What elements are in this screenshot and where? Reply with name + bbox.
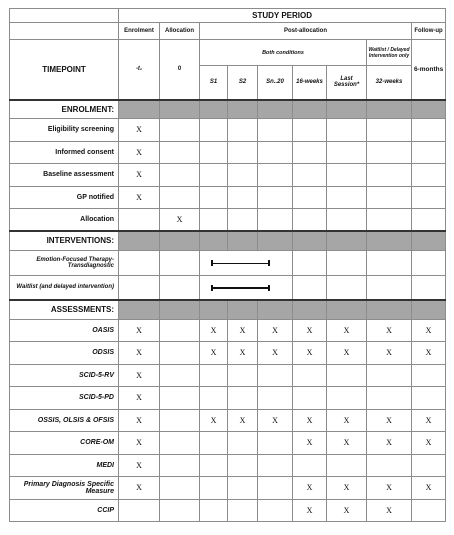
row-label-baseline-assessment: Baseline assessment [10, 164, 119, 187]
section-shade-cell [160, 100, 200, 119]
x-mark: X [119, 477, 160, 500]
table-row [10, 409, 446, 432]
table-row [10, 364, 446, 387]
enrolment-header: Enrolment [119, 23, 160, 40]
empty-cell [119, 499, 160, 522]
empty-cell [412, 364, 446, 387]
study-period-header: STUDY PERIOD [119, 9, 446, 23]
intervention-duration-bar [211, 263, 270, 265]
empty-cell [293, 119, 327, 142]
x-mark: X [228, 409, 258, 432]
table-row [10, 477, 446, 500]
x-mark: X [258, 319, 293, 342]
row-label-core-om: CORE-OM [10, 432, 119, 455]
empty-cell [160, 186, 200, 209]
section-shade-cell [367, 100, 412, 119]
section-shade-cell [228, 100, 258, 119]
section-shade-cell [258, 231, 293, 250]
empty-cell [293, 164, 327, 187]
weeks-32-header: 32-weeks [367, 66, 412, 100]
empty-cell [258, 387, 293, 410]
row-label-ossis-olsis-ofsis: OSSIS, OLSIS & OFSIS [10, 409, 119, 432]
session-s2: S2 [228, 66, 258, 100]
empty-cell [228, 364, 258, 387]
x-mark: X [293, 499, 327, 522]
row-label-scid-5-rv: SCID-5-RV [10, 364, 119, 387]
empty-cell [160, 454, 200, 477]
x-mark: X [367, 432, 412, 455]
empty-cell [228, 186, 258, 209]
x-mark: X [119, 454, 160, 477]
section-shade-cell [327, 100, 367, 119]
empty-cell [119, 209, 160, 232]
empty-cell [160, 275, 200, 300]
x-mark: X [367, 342, 412, 365]
empty-cell [293, 364, 327, 387]
table-row [10, 164, 446, 187]
empty-cell [160, 342, 200, 365]
empty-cell [258, 141, 293, 164]
section-shade-cell [228, 300, 258, 319]
empty-cell [160, 119, 200, 142]
empty-cell [327, 119, 367, 142]
x-mark: X [367, 499, 412, 522]
session-s1: S1 [200, 66, 228, 100]
x-mark: X [327, 342, 367, 365]
intervention-duration-cell [200, 250, 293, 275]
empty-cell [293, 209, 327, 232]
section-shade-cell [367, 300, 412, 319]
empty-cell [327, 141, 367, 164]
empty-cell [228, 477, 258, 500]
empty-cell [412, 186, 446, 209]
session-16-weeks: 16-weeks [293, 66, 327, 100]
row-label-waitlist-and-delayed-intervention: Waitlist (and delayed intervention) [10, 275, 119, 300]
x-mark: X [327, 432, 367, 455]
section-shade-cell [327, 300, 367, 319]
empty-cell [160, 432, 200, 455]
empty-cell [327, 164, 367, 187]
section-shade-cell [160, 231, 200, 250]
t-allocation: 0 [160, 40, 200, 100]
empty-cell [200, 432, 228, 455]
section-shade-cell [293, 300, 327, 319]
empty-cell [327, 209, 367, 232]
x-mark: X [258, 342, 293, 365]
x-mark: X [412, 342, 446, 365]
both-conditions-header: Both conditions [200, 40, 367, 66]
empty-cell [327, 250, 367, 275]
empty-cell [258, 477, 293, 500]
row-label-oasis: OASIS [10, 319, 119, 342]
waitlist-only-header: Waitlist / Delayed Intervention only [367, 40, 412, 66]
section-shade-cell [119, 100, 160, 119]
table-row [10, 250, 446, 275]
empty-cell [228, 119, 258, 142]
empty-cell [160, 409, 200, 432]
x-mark: X [367, 409, 412, 432]
empty-cell [412, 141, 446, 164]
spirit-schedule-table [9, 8, 446, 522]
table-row [10, 275, 446, 300]
t-enrolment: -t₁ [119, 40, 160, 100]
empty-cell [160, 477, 200, 500]
empty-cell [200, 454, 228, 477]
empty-cell [228, 432, 258, 455]
intervention-duration-cell [200, 275, 293, 300]
follow-up-header: Follow-up [412, 23, 446, 40]
section-shade-cell [119, 300, 160, 319]
empty-cell [258, 164, 293, 187]
row-label-allocation: Allocation [10, 209, 119, 232]
empty-cell [228, 499, 258, 522]
empty-cell [200, 477, 228, 500]
x-mark: X [258, 409, 293, 432]
x-mark: X [327, 409, 367, 432]
empty-cell [160, 141, 200, 164]
table-row [10, 119, 446, 142]
empty-cell [293, 387, 327, 410]
x-mark: X [293, 342, 327, 365]
empty-cell [412, 454, 446, 477]
section-enrolment: ENROLMENT: [10, 100, 119, 119]
empty-cell [412, 209, 446, 232]
empty-cell [412, 250, 446, 275]
timepoint-spacer [10, 23, 119, 40]
empty-cell [258, 454, 293, 477]
empty-cell [200, 119, 228, 142]
empty-cell [160, 387, 200, 410]
x-mark: X [412, 477, 446, 500]
section-assessments: ASSESSMENTS: [10, 300, 119, 319]
empty-cell [228, 209, 258, 232]
empty-cell [160, 319, 200, 342]
empty-cell [119, 275, 160, 300]
x-mark: X [119, 186, 160, 209]
empty-cell [200, 164, 228, 187]
empty-cell [160, 364, 200, 387]
empty-cell [228, 454, 258, 477]
empty-cell [200, 209, 228, 232]
session-last: Last Session* [327, 66, 367, 100]
empty-cell [119, 250, 160, 275]
row-label-emotion-focused-therapy-transdiagnostic: Emotion-Focused Therapy-Transdiagnostic [10, 250, 119, 275]
months-6-header: 6-months [412, 40, 446, 100]
empty-cell [200, 364, 228, 387]
empty-cell [293, 141, 327, 164]
empty-cell [228, 164, 258, 187]
row-label-eligibility-screening: Eligibility screening [10, 119, 119, 142]
x-mark: X [119, 141, 160, 164]
x-mark: X [367, 319, 412, 342]
empty-cell [258, 364, 293, 387]
table-row [10, 342, 446, 365]
section-shade-cell [228, 231, 258, 250]
table-row [10, 432, 446, 455]
x-mark: X [327, 477, 367, 500]
empty-cell [200, 499, 228, 522]
row-label-odsis: ODSIS [10, 342, 119, 365]
section-shade-cell [412, 231, 446, 250]
empty-cell [327, 186, 367, 209]
empty-cell [258, 432, 293, 455]
empty-cell [367, 141, 412, 164]
table-row [10, 319, 446, 342]
empty-cell [293, 454, 327, 477]
empty-cell [258, 499, 293, 522]
empty-cell [160, 164, 200, 187]
x-mark: X [160, 209, 200, 232]
empty-cell [327, 387, 367, 410]
x-mark: X [412, 409, 446, 432]
x-mark: X [119, 342, 160, 365]
row-label-medi: MEDI [10, 454, 119, 477]
empty-cell [258, 209, 293, 232]
section-shade-cell [293, 231, 327, 250]
empty-cell [367, 454, 412, 477]
row-label-ccip: CCIP [10, 499, 119, 522]
empty-cell [412, 275, 446, 300]
empty-cell [258, 186, 293, 209]
table-row [10, 209, 446, 232]
empty-cell [412, 499, 446, 522]
empty-cell [293, 186, 327, 209]
empty-cell [200, 186, 228, 209]
section-shade-cell [258, 300, 293, 319]
section-shade-cell [412, 100, 446, 119]
empty-cell [412, 119, 446, 142]
empty-cell [367, 387, 412, 410]
empty-cell [367, 250, 412, 275]
x-mark: X [119, 387, 160, 410]
x-mark: X [293, 432, 327, 455]
section-shade-cell [160, 300, 200, 319]
empty-cell [367, 119, 412, 142]
x-mark: X [412, 432, 446, 455]
x-mark: X [119, 364, 160, 387]
section-shade-cell [293, 100, 327, 119]
session-sn: Sn..20 [258, 66, 293, 100]
empty-cell [412, 164, 446, 187]
empty-cell [293, 275, 327, 300]
section-shade-cell [367, 231, 412, 250]
x-mark: X [119, 119, 160, 142]
empty-cell [160, 499, 200, 522]
x-mark: X [200, 342, 228, 365]
row-label-gp-notified: GP notified [10, 186, 119, 209]
section-shade-cell [200, 231, 228, 250]
empty-cell [367, 209, 412, 232]
intervention-duration-bar [211, 287, 270, 289]
table-row [10, 141, 446, 164]
table-row [10, 499, 446, 522]
x-mark: X [293, 319, 327, 342]
empty-cell [327, 364, 367, 387]
empty-cell [200, 387, 228, 410]
empty-cell [367, 186, 412, 209]
section-interventions: INTERVENTIONS: [10, 231, 119, 250]
section-shade-cell [119, 231, 160, 250]
table-row [10, 387, 446, 410]
x-mark: X [228, 319, 258, 342]
table-row [10, 186, 446, 209]
x-mark: X [327, 319, 367, 342]
x-mark: X [412, 319, 446, 342]
row-label-primary-diagnosis-specific-measure: Primary Diagnosis Specific Measure [10, 477, 119, 500]
x-mark: X [119, 409, 160, 432]
x-mark: X [228, 342, 258, 365]
empty-cell [367, 275, 412, 300]
allocation-header: Allocation [160, 23, 200, 40]
empty-cell [412, 387, 446, 410]
empty-cell [367, 164, 412, 187]
x-mark: X [367, 477, 412, 500]
table-row [10, 454, 446, 477]
x-mark: X [119, 319, 160, 342]
section-shade-cell [412, 300, 446, 319]
section-shade-cell [200, 300, 228, 319]
x-mark: X [200, 409, 228, 432]
empty-cell [258, 119, 293, 142]
row-label-informed-consent: Informed consent [10, 141, 119, 164]
section-shade-cell [200, 100, 228, 119]
empty-cell [228, 141, 258, 164]
empty-cell [160, 250, 200, 275]
section-shade-cell [258, 100, 293, 119]
x-mark: X [327, 499, 367, 522]
x-mark: X [293, 477, 327, 500]
empty-cell [367, 364, 412, 387]
empty-cell [327, 275, 367, 300]
x-mark: X [200, 319, 228, 342]
corner-cell [10, 9, 119, 23]
x-mark: X [293, 409, 327, 432]
x-mark: X [119, 432, 160, 455]
post-allocation-header: Post-allocation [200, 23, 412, 40]
section-shade-cell [327, 231, 367, 250]
timepoint-label: TIMEPOINT [10, 40, 119, 100]
empty-cell [293, 250, 327, 275]
row-label-scid-5-pd: SCID-5-PD [10, 387, 119, 410]
empty-cell [327, 454, 367, 477]
x-mark: X [119, 164, 160, 187]
empty-cell [200, 141, 228, 164]
empty-cell [228, 387, 258, 410]
